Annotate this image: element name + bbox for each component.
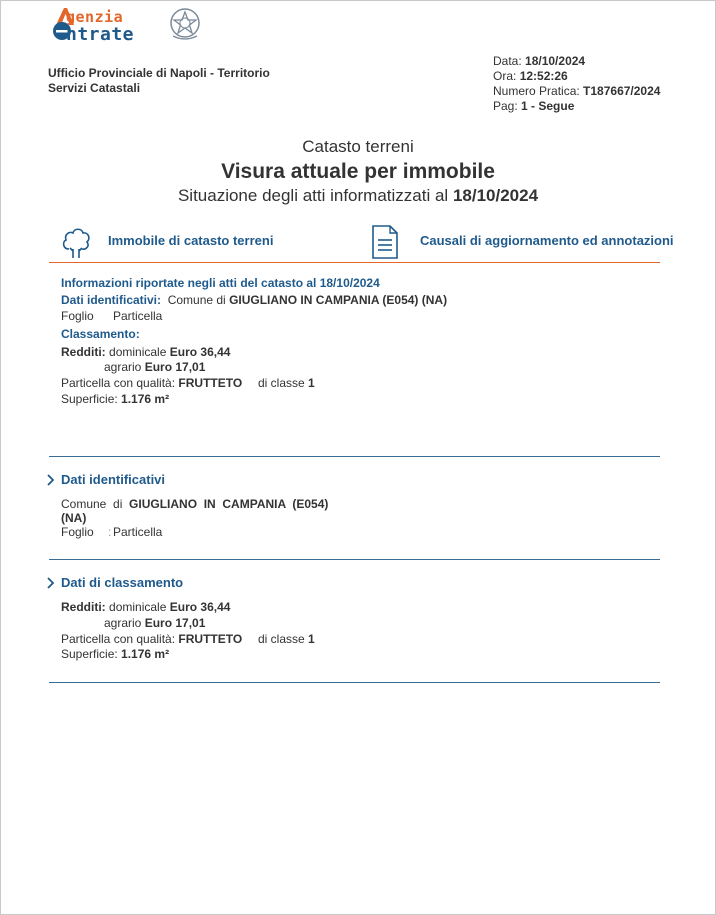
summary-dati-identificativi: Dati identificativi: Comune di GIUGLIANO IN CAMPANIA (E054) (NA)	[61, 293, 448, 307]
identificativi-provincia: (NA)	[61, 511, 87, 525]
chevron-right-icon	[46, 474, 56, 486]
identificativi-separator: :	[108, 525, 112, 539]
classamento-classe: di classe 1	[258, 632, 315, 646]
document-title: Visura attuale per immobile	[221, 160, 495, 183]
orange-divider	[49, 262, 660, 263]
document-meta	[493, 54, 660, 114]
office-service: Servizi Catastali	[48, 81, 141, 95]
document-subtitle: Catasto terreni	[302, 137, 414, 156]
classamento-redditi-agrario: agrario Euro 17,01	[104, 616, 206, 630]
republic-emblem-icon	[168, 6, 202, 42]
summary-superficie: Superficie: 1.176 m²	[61, 392, 170, 406]
summary-redditi-agrario: agrario Euro 17,01	[104, 360, 206, 374]
logo-line2: ntrate	[66, 24, 135, 45]
classamento-superficie: Superficie: 1.176 m²	[61, 647, 170, 661]
summary-particella: Particella	[113, 309, 163, 323]
identificativi-comune: Comune di GIUGLIANO IN CAMPANIA (E054)	[61, 497, 329, 511]
agenzia-entrate-logo	[52, 4, 202, 44]
office-name: Ufficio Provinciale di Napoli - Territorio	[48, 66, 270, 80]
meta-time: Ora: 12:52:26	[493, 69, 568, 83]
meta-pratica: Numero Pratica: T187667/2024	[493, 84, 661, 98]
section-dati-identificativi-title[interactable]: Dati identificativi	[61, 472, 166, 487]
blue-divider-1	[49, 456, 660, 457]
situazione-line: Situazione degli atti informatizzati al 18/10/2024	[177, 186, 539, 205]
link-causali[interactable]: Causali di aggiornamento ed annotazioni	[420, 233, 674, 248]
chevron-right-icon	[46, 577, 56, 589]
summary-foglio: Foglio	[61, 309, 94, 323]
identificativi-particella: Particella	[113, 525, 163, 539]
identificativi-foglio: Foglio	[61, 525, 94, 539]
blue-divider-3	[49, 682, 660, 683]
document-icon	[371, 225, 399, 259]
classamento-redditi-dominicale: Redditi: dominicale Euro 36,44	[61, 600, 231, 614]
summary-qualita: Particella con qualità: FRUTTETO	[61, 376, 243, 390]
summary-heading: Informazioni riportate negli atti del catasto al 18/10/2024	[61, 276, 380, 290]
blue-divider-2	[49, 559, 660, 560]
office-header	[48, 66, 270, 96]
summary-classamento-label: Classamento:	[61, 327, 140, 341]
tree-icon	[60, 225, 92, 259]
meta-date: Data: 18/10/2024	[493, 54, 586, 68]
summary-classe: di classe 1	[258, 376, 315, 390]
link-immobile[interactable]: Immobile di catasto terreni	[108, 233, 274, 248]
summary-redditi-dominicale: Redditi: dominicale Euro 36,44	[61, 345, 231, 359]
section-dati-classamento-title[interactable]: Dati di classamento	[61, 575, 184, 590]
logo-line1: genzia	[66, 8, 124, 26]
meta-page: Pag: 1 - Segue	[493, 99, 575, 113]
classamento-qualita: Particella con qualità: FRUTTETO	[61, 632, 243, 646]
